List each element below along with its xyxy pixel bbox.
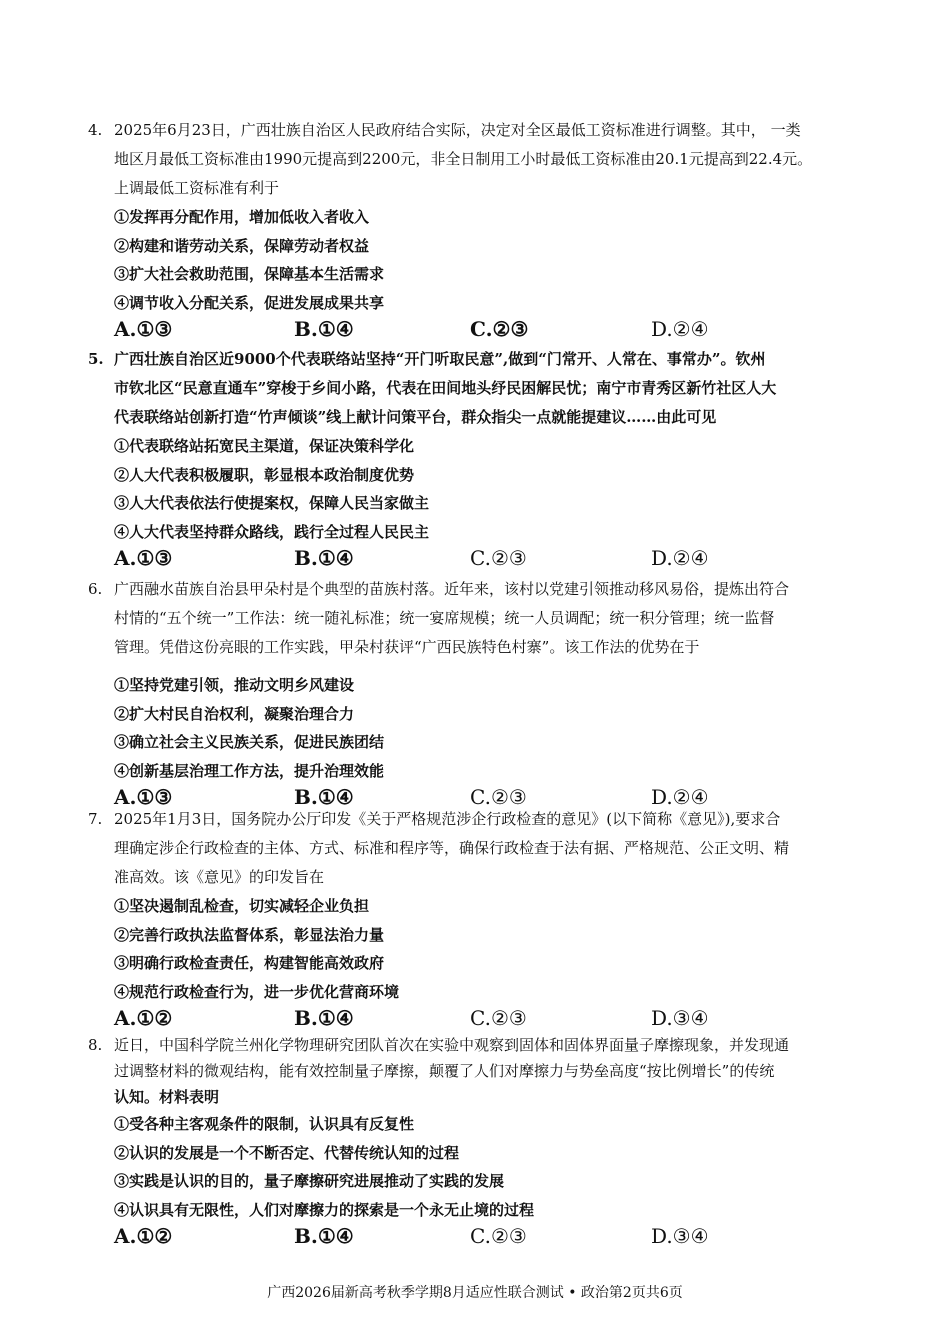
option-1: ①受各种主客观条件的限制，认识具有反复性 — [114, 1115, 415, 1133]
option-1: ①坚持党建引领，推动文明乡风建设 — [114, 676, 355, 694]
stem-line: 2025年1月3日，国务院办公厅印发《关于严格规范涉企行政检查的意见》(以下简称《意见》),要求合 — [114, 810, 781, 828]
choice-a: A.①③ — [114, 546, 173, 570]
choice-d: D.③④ — [651, 1224, 709, 1248]
choice-a: A.①③ — [114, 785, 173, 809]
question-4 — [88, 116, 870, 347]
stem-line: 认知。材料表明 — [114, 1088, 220, 1106]
choice-a: A.①② — [114, 1224, 173, 1248]
choice-a: A.①② — [114, 1006, 173, 1030]
option-1: ①代表联络站拓宽民主渠道，保证决策科学化 — [114, 437, 415, 455]
option-2: ②人大代表积极履职，彰显根本政治制度优势 — [114, 465, 415, 484]
option-2: ②扩大村民自治权利，凝聚治理合力 — [114, 704, 355, 723]
choice-b: B.①④ — [294, 1224, 354, 1248]
question-8 — [88, 1032, 870, 1254]
question-stem — [88, 1032, 870, 1110]
option-4: ④调节收入分配关系，促进发展成果共享 — [114, 293, 385, 312]
choice-d: D.②④ — [651, 317, 709, 341]
stem-line: 近日，中国科学院兰州化学物理研究团队首次在实验中观察到固体和固体界面量子摩擦现象，并发现通 — [114, 1036, 790, 1054]
question-stem — [88, 575, 870, 662]
stem-line: 广西壮族自治区近9000个代表联络站坚持“开门听取民意”,做到“门常开、人常在、事常办”。钦州 — [114, 350, 766, 368]
choice-b: B.①④ — [294, 317, 354, 341]
stem-line: 地区月最低工资标准由1990元提高到2200元，非全日制用工小时最低工资标准由20.1元提高到22.4元。 — [114, 150, 813, 168]
choice-c: C.②③ — [470, 785, 527, 809]
option-2: ②构建和谐劳动关系，保障劳动者权益 — [114, 236, 370, 255]
stem-line: 市钦北区“民意直通车”穿梭于乡间小路，代表在田间地头纾民困解民忧；南宁市青秀区新竹社区人大 — [114, 379, 777, 397]
option-3: ③明确行政检查责任，构建智能高效政府 — [114, 954, 385, 972]
option-4: ④规范行政检查行为，进一步优化营商环境 — [114, 982, 400, 1001]
choice-c: C.②③ — [470, 1006, 527, 1030]
choice-c: C.②③ — [470, 317, 529, 341]
choice-d: D.②④ — [651, 546, 709, 570]
choice-d: D.③④ — [651, 1006, 709, 1030]
option-4: ④人大代表坚持群众路线，践行全过程人民民主 — [114, 522, 430, 541]
stem-line: 2025年6月23日，广西壮族自治区人民政府结合实际，决定对全区最低工资标准进行调整。其中， 一类 — [114, 121, 801, 139]
stem-line: 村情的“五个统一”工作法：统一随礼标准；统一宴席规模；统一人员调配；统一积分管理；统一监督 — [114, 609, 775, 627]
question-7 — [88, 805, 870, 1036]
answer-choices — [88, 317, 870, 347]
question-stem — [88, 345, 870, 432]
question-6 — [88, 575, 870, 815]
option-3: ③实践是认识的目的，量子摩擦研究进展推动了实践的发展 — [114, 1172, 505, 1190]
answer-choices — [88, 1224, 870, 1254]
choice-c: C.②③ — [470, 1224, 527, 1248]
option-3: ③扩大社会救助范围，保障基本生活需求 — [114, 265, 385, 283]
option-3: ③确立社会主义民族关系，促进民族团结 — [114, 733, 385, 751]
stem-line: 理确定涉企行政检查的主体、方式、标准和程序等，确保行政检查于法有据、严格规范、公正文明、精 — [114, 839, 790, 857]
question-5 — [88, 345, 870, 576]
stem-line: 管理。凭借这份亮眼的工作实践，甲朵村获评“广西民族特色村寨”。该工作法的优势在于 — [114, 638, 700, 656]
choice-b: B.①④ — [294, 1006, 354, 1030]
option-4: ④创新基层治理工作方法，提升治理效能 — [114, 761, 385, 780]
option-2: ②认识的发展是一个不断否定、代替传统认知的过程 — [114, 1143, 460, 1162]
choice-c: C.②③ — [470, 546, 527, 570]
stem-line: 过调整材料的微观结构，能有效控制量子摩擦，颠覆了人们对摩擦力与势垒高度“按比例增长”的传统 — [114, 1062, 775, 1080]
stem-line: 广西融水苗族自治县甲朵村是个典型的苗族村落。近年来，该村以党建引领推动移风易俗，提炼出符合 — [114, 580, 790, 598]
option-4: ④认识具有无限性，人们对摩擦力的探索是一个永无止境的过程 — [114, 1200, 535, 1219]
question-number: 6. — [88, 580, 103, 598]
question-number: 7. — [88, 810, 103, 828]
answer-choices — [88, 546, 870, 576]
question-number: 5. — [88, 350, 104, 368]
option-1: ①坚决遏制乱检查，切实减轻企业负担 — [114, 897, 370, 915]
option-2: ②完善行政执法监督体系，彰显法治力量 — [114, 925, 385, 944]
page-footer: 广西2026届新高考秋季学期8月适应性联合测试 • 政治第2页共6页 — [267, 1285, 683, 1301]
question-stem — [88, 805, 870, 892]
choice-b: B.①④ — [294, 546, 354, 570]
question-number: 8. — [88, 1036, 103, 1054]
question-number: 4. — [88, 121, 103, 139]
question-stem — [88, 116, 870, 203]
stem-line: 准高效。该《意见》的印发旨在 — [114, 868, 325, 886]
option-1: ①发挥再分配作用，增加低收入者收入 — [114, 208, 370, 226]
choice-a: A.①③ — [114, 317, 173, 341]
choice-d: D.②④ — [651, 785, 709, 809]
choice-b: B.①④ — [294, 785, 354, 809]
option-3: ③人大代表依法行使提案权，保障人民当家做主 — [114, 494, 430, 512]
stem-line: 上调最低工资标准有利于 — [114, 179, 280, 197]
stem-line: 代表联络站创新打造“竹声倾谈”线上献计问策平台，群众指尖一点就能提建议……由此可见 — [114, 408, 717, 426]
